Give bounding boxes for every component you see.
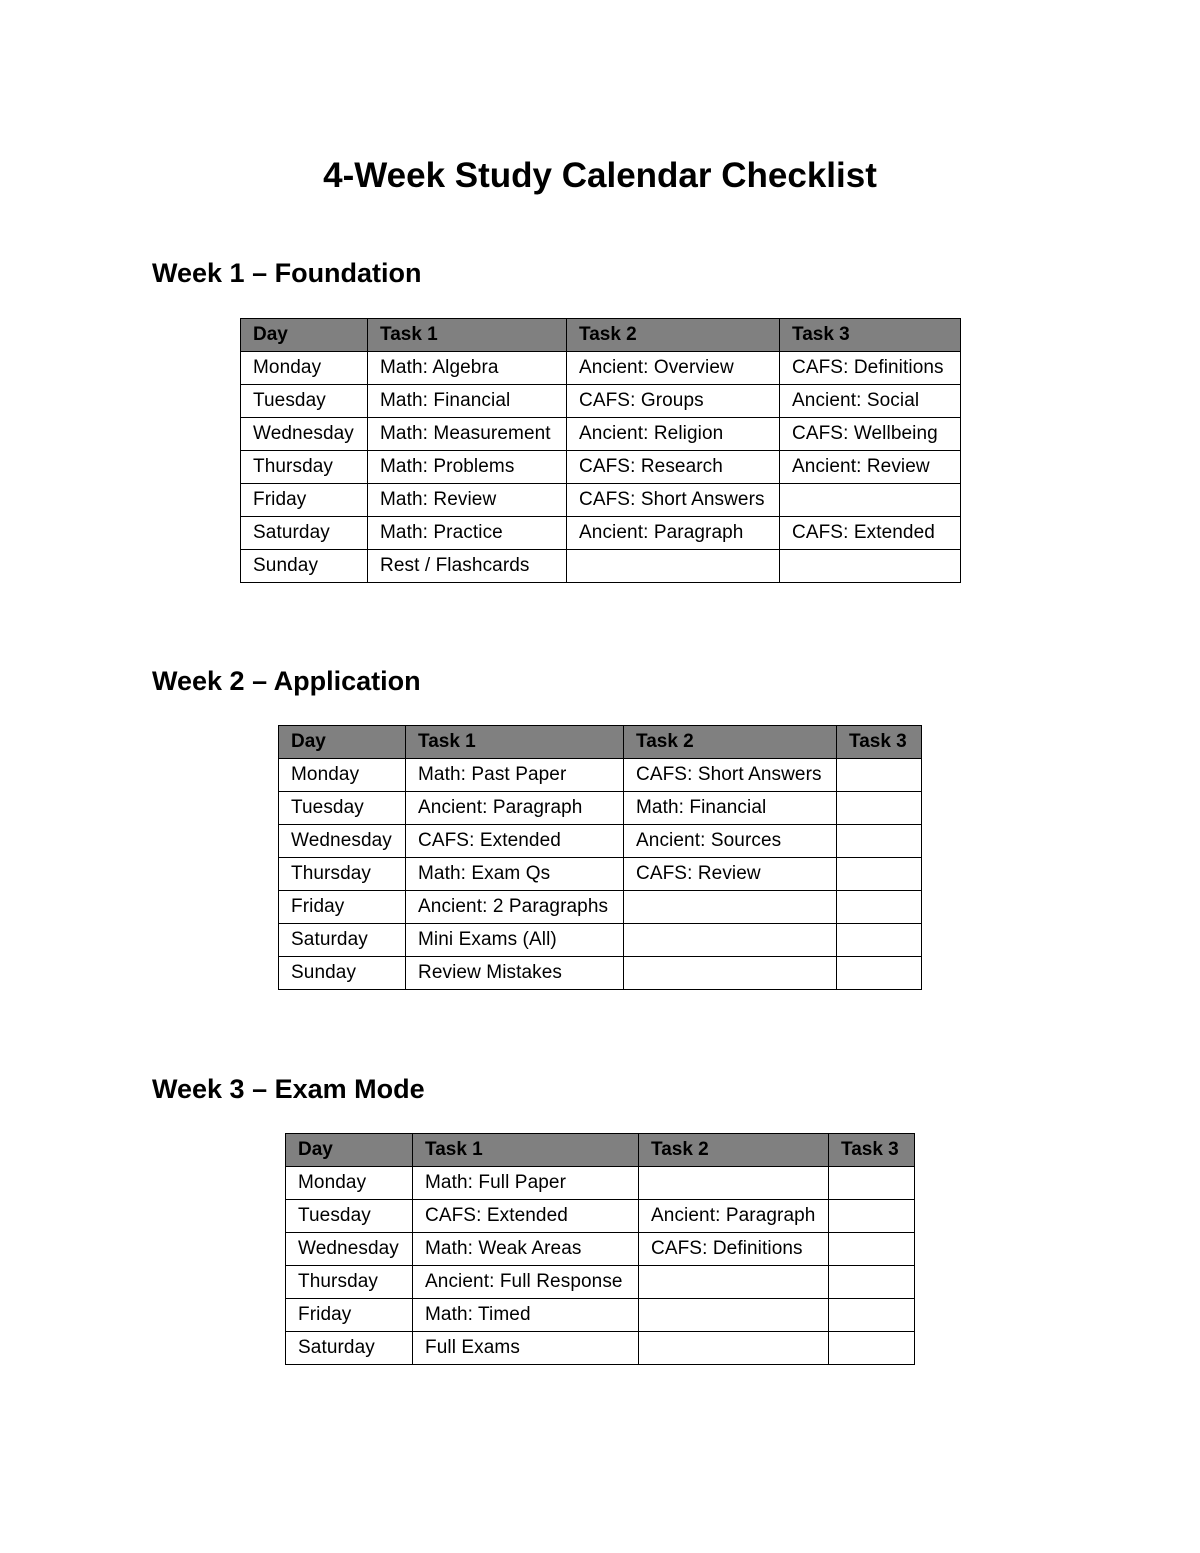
task-cell — [829, 1266, 915, 1299]
task-cell: Math: Weak Areas — [413, 1233, 639, 1266]
task-cell: CAFS: Extended — [406, 825, 624, 858]
task-cell — [837, 924, 922, 957]
day-cell: Monday — [286, 1167, 413, 1200]
task-cell: CAFS: Definitions — [780, 352, 961, 385]
task-cell: Math: Full Paper — [413, 1167, 639, 1200]
task-cell: Ancient: Paragraph — [639, 1200, 829, 1233]
task-cell — [837, 825, 922, 858]
task-cell — [639, 1332, 829, 1365]
table-header-row — [286, 1134, 915, 1167]
task-cell: Ancient: Sources — [624, 825, 837, 858]
day-cell: Wednesday — [286, 1233, 413, 1266]
task-cell — [780, 484, 961, 517]
column-header: Day — [241, 319, 368, 352]
table-row — [241, 418, 961, 451]
week-1-table — [240, 318, 961, 583]
table-row — [279, 825, 922, 858]
week-2-heading: Week 2 – Application — [152, 666, 421, 696]
week-3-heading: Week 3 – Exam Mode — [152, 1074, 425, 1104]
task-cell — [829, 1332, 915, 1365]
task-cell: Ancient: Social — [780, 385, 961, 418]
task-cell: Math: Exam Qs — [406, 858, 624, 891]
task-cell: CAFS: Definitions — [639, 1233, 829, 1266]
table-row — [241, 484, 961, 517]
task-cell: Mini Exams (All) — [406, 924, 624, 957]
task-cell — [829, 1299, 915, 1332]
task-cell: Math: Financial — [624, 792, 837, 825]
day-cell: Tuesday — [286, 1200, 413, 1233]
table-row — [286, 1299, 915, 1332]
task-cell — [639, 1266, 829, 1299]
day-cell: Friday — [286, 1299, 413, 1332]
week-1-heading: Week 1 – Foundation — [152, 258, 422, 288]
column-header: Task 2 — [639, 1134, 829, 1167]
day-cell: Saturday — [279, 924, 406, 957]
task-cell: Review Mistakes — [406, 957, 624, 990]
task-cell: Ancient: Full Response — [413, 1266, 639, 1299]
task-cell: Math: Review — [368, 484, 567, 517]
task-cell: Ancient: Religion — [567, 418, 780, 451]
day-cell: Wednesday — [241, 418, 368, 451]
week-2-table — [278, 725, 922, 990]
table-row — [241, 385, 961, 418]
day-cell: Thursday — [279, 858, 406, 891]
task-cell: Ancient: Paragraph — [567, 517, 780, 550]
day-cell: Friday — [241, 484, 368, 517]
day-cell: Tuesday — [241, 385, 368, 418]
task-cell: Math: Algebra — [368, 352, 567, 385]
task-cell — [624, 924, 837, 957]
task-cell: Ancient: 2 Paragraphs — [406, 891, 624, 924]
column-header: Task 1 — [368, 319, 567, 352]
table-row — [286, 1167, 915, 1200]
table-row — [286, 1332, 915, 1365]
column-header: Task 3 — [829, 1134, 915, 1167]
day-cell: Saturday — [286, 1332, 413, 1365]
task-cell — [829, 1233, 915, 1266]
task-cell — [567, 550, 780, 583]
task-cell — [837, 759, 922, 792]
day-cell: Monday — [241, 352, 368, 385]
task-cell: CAFS: Short Answers — [624, 759, 837, 792]
table-row — [279, 891, 922, 924]
task-cell: CAFS: Wellbeing — [780, 418, 961, 451]
table-row — [279, 957, 922, 990]
task-cell: Math: Past Paper — [406, 759, 624, 792]
table-header-row — [241, 319, 961, 352]
task-cell: Math: Measurement — [368, 418, 567, 451]
column-header: Task 2 — [567, 319, 780, 352]
task-cell: CAFS: Review — [624, 858, 837, 891]
column-header: Task 1 — [406, 726, 624, 759]
page-title: 4-Week Study Calendar Checklist — [323, 156, 877, 195]
day-cell: Tuesday — [279, 792, 406, 825]
task-cell — [837, 891, 922, 924]
column-header: Task 3 — [837, 726, 922, 759]
column-header: Day — [286, 1134, 413, 1167]
task-cell — [624, 891, 837, 924]
task-cell: CAFS: Research — [567, 451, 780, 484]
task-cell — [837, 858, 922, 891]
task-cell: Ancient: Paragraph — [406, 792, 624, 825]
column-header: Task 2 — [624, 726, 837, 759]
table-row — [286, 1200, 915, 1233]
table-row — [241, 451, 961, 484]
task-cell: Math: Financial — [368, 385, 567, 418]
day-cell: Thursday — [286, 1266, 413, 1299]
day-cell: Wednesday — [279, 825, 406, 858]
task-cell — [639, 1167, 829, 1200]
table-row — [241, 352, 961, 385]
task-cell: Math: Practice — [368, 517, 567, 550]
task-cell: Rest / Flashcards — [368, 550, 567, 583]
column-header: Task 3 — [780, 319, 961, 352]
day-cell: Thursday — [241, 451, 368, 484]
task-cell: Ancient: Review — [780, 451, 961, 484]
task-cell: CAFS: Extended — [413, 1200, 639, 1233]
day-cell: Monday — [279, 759, 406, 792]
day-cell: Sunday — [279, 957, 406, 990]
task-cell — [780, 550, 961, 583]
task-cell: CAFS: Groups — [567, 385, 780, 418]
day-cell: Sunday — [241, 550, 368, 583]
task-cell: Math: Problems — [368, 451, 567, 484]
task-cell — [624, 957, 837, 990]
table-row — [279, 759, 922, 792]
task-cell — [829, 1200, 915, 1233]
task-cell: CAFS: Short Answers — [567, 484, 780, 517]
task-cell: Full Exams — [413, 1332, 639, 1365]
task-cell — [829, 1167, 915, 1200]
task-cell — [837, 957, 922, 990]
task-cell: Math: Timed — [413, 1299, 639, 1332]
table-row — [286, 1266, 915, 1299]
task-cell: CAFS: Extended — [780, 517, 961, 550]
column-header: Day — [279, 726, 406, 759]
column-header: Task 1 — [413, 1134, 639, 1167]
task-cell: Ancient: Overview — [567, 352, 780, 385]
table-row — [279, 858, 922, 891]
table-row — [286, 1233, 915, 1266]
table-row — [241, 550, 961, 583]
day-cell: Saturday — [241, 517, 368, 550]
table-row — [279, 792, 922, 825]
table-row — [241, 517, 961, 550]
table-header-row — [279, 726, 922, 759]
week-3-table — [285, 1133, 915, 1365]
day-cell: Friday — [279, 891, 406, 924]
task-cell — [639, 1299, 829, 1332]
task-cell — [837, 792, 922, 825]
table-row — [279, 924, 922, 957]
